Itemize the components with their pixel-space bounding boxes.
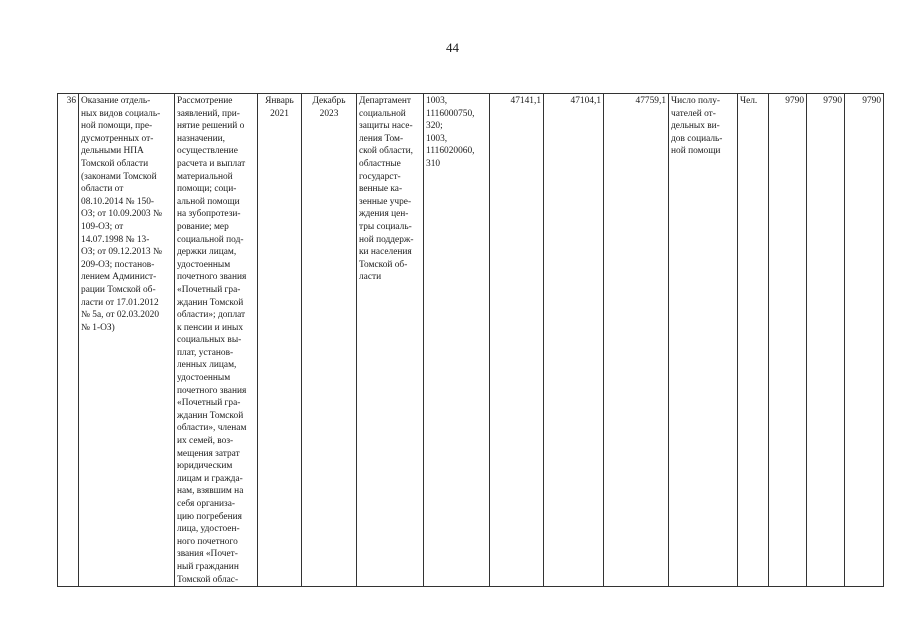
- row-number-cell: 36: [58, 94, 79, 587]
- end-date-cell: Декабрь 2023: [302, 94, 357, 587]
- program-table: [57, 93, 884, 587]
- description-cell: Рассмотрение заявлений, при- нятие решений о назначении, осуществление расчета и выплат материальной помощи; соци- альной помощи на зубопротези- рование; мер социальной под- держки лицам, удостоенным почетного звания «Почетный гра- жданин Томской области»; доплат к пенсии и иных социальных вы- плат, установ- ленных лицам, удостоенным почетного звания «Почетный гра- жданин Томской области», членам их семей, воз- мещения затрат юридическим лицам и гражда- нам, взявшим на себя организа- цию погребения лица, удостоен- ного почетного звания «Почет- ный гражданин Томской облас-: [175, 94, 258, 587]
- value-1-cell: 9790: [769, 94, 807, 587]
- value-2-cell: 9790: [807, 94, 845, 587]
- amount-3-cell: 47759,1: [604, 94, 669, 587]
- table-row: [58, 94, 884, 587]
- start-date-cell: Январь 2021: [258, 94, 302, 587]
- page-number: 44: [446, 40, 459, 55]
- amount-2-cell: 47104,1: [544, 94, 604, 587]
- executor-cell: Департамент социальной защиты насе- ления Том- ской области, областные государст- венные ка- зенные учре- ждения цен- тры социаль- ной поддерж- ки населения Томской об- ласти: [357, 94, 424, 587]
- budget-codes-cell: 1003, 1116000750, 320; 1003, 1116020060, 310: [424, 94, 490, 587]
- amount-1-cell: 47141,1: [490, 94, 544, 587]
- event-name-cell: Оказание отдель- ных видов социаль- ной помощи, пре- дусмотренных от- дельными НПА Томской области (законами Томской области от 08.10.2014 № 150- ОЗ; от 10.09.2003 № 109-ОЗ; от 14.07.1998 № 13- ОЗ; от 09.12.2013 № 209-ОЗ; постанов- лением Админист- рации Томской об- ласти от 17.01.2012 № 5а, от 02.03.2020 № 1-ОЗ): [79, 94, 175, 587]
- indicator-cell: Число полу- чателей от- дельных ви- дов социаль- ной помощи: [669, 94, 738, 587]
- unit-cell: Чел.: [738, 94, 769, 587]
- value-3-cell: 9790: [845, 94, 884, 587]
